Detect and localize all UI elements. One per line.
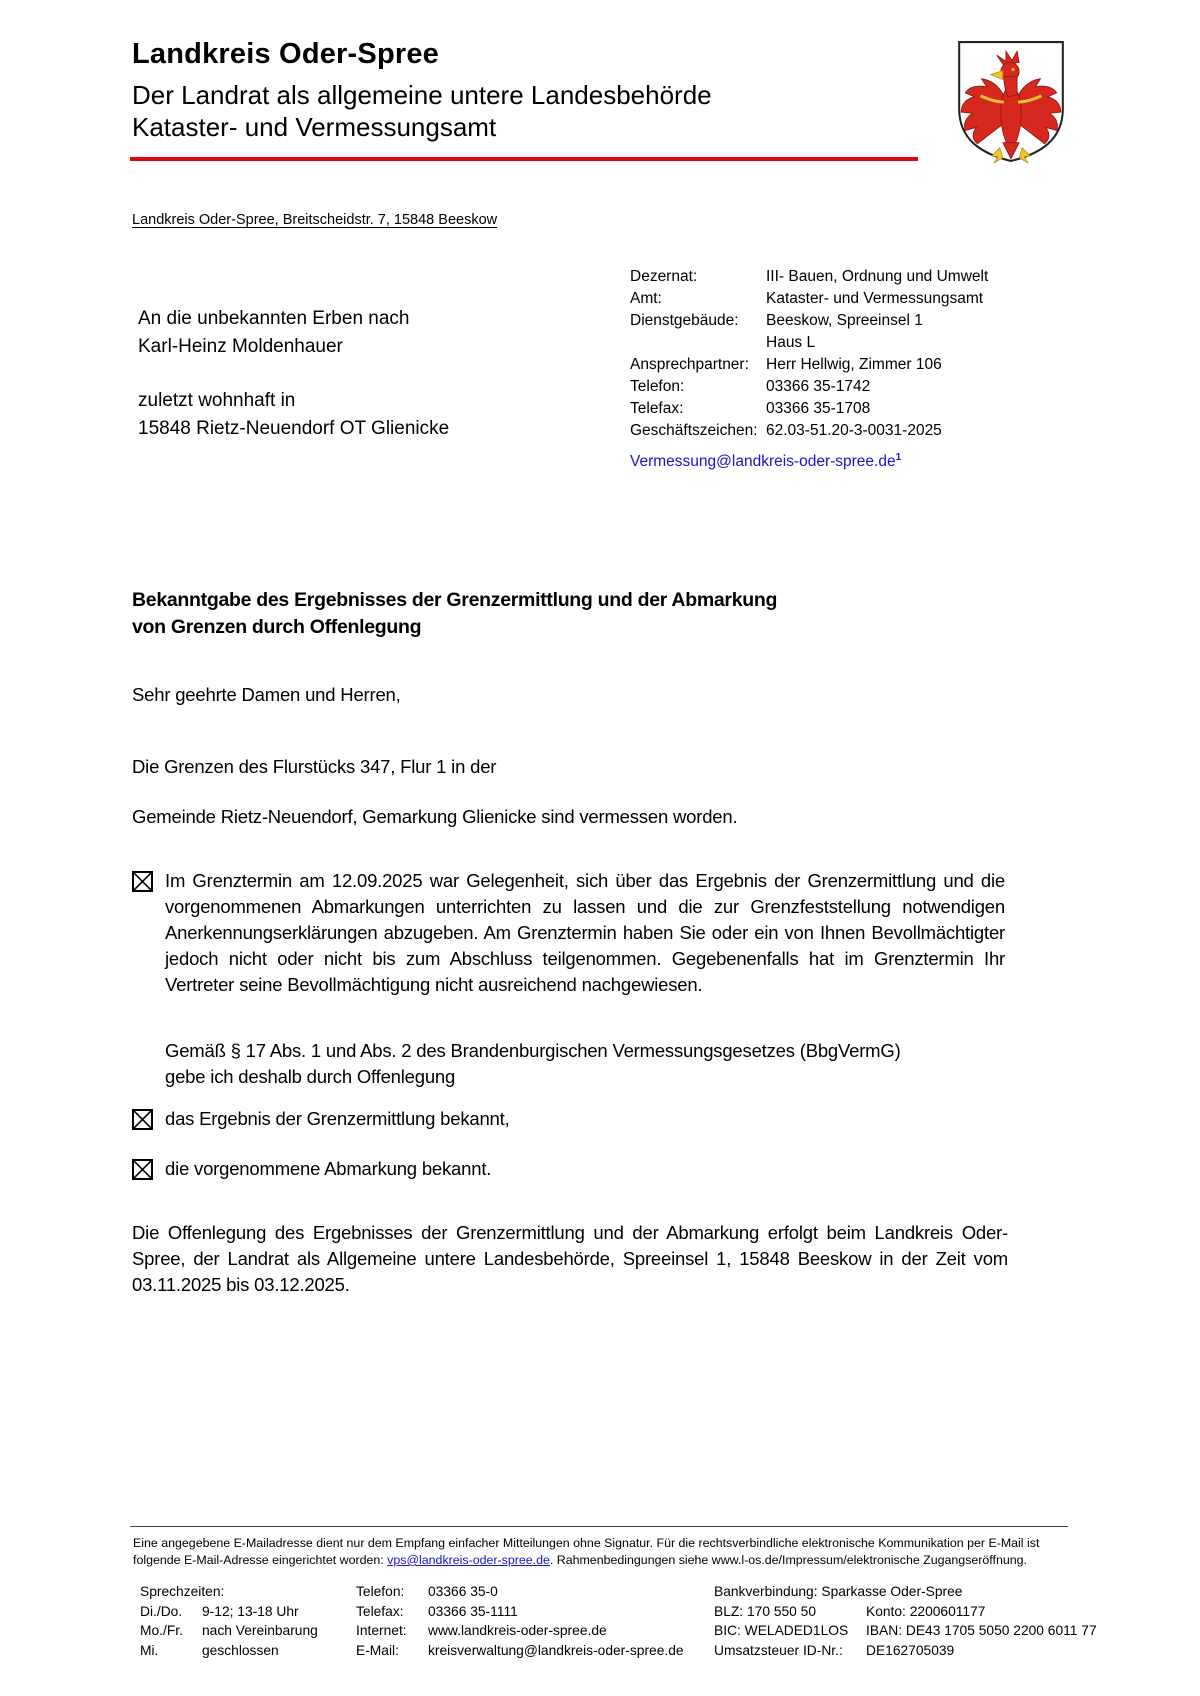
footer-bank-details bbox=[714, 1582, 1097, 1660]
bank-name: Bankverbindung: Sparkasse Oder-Spree bbox=[714, 1584, 963, 1599]
recipient-name: Karl-Heinz Moldenhauer bbox=[138, 336, 343, 357]
contact-label: E-Mail: bbox=[356, 1642, 399, 1658]
office-email-line bbox=[630, 452, 901, 471]
hours-time: nach Vereinbarung bbox=[202, 1623, 318, 1638]
announcement-boundary-result bbox=[132, 1106, 1005, 1132]
footer-contact-email-link[interactable]: kreisverwaltung@landkreis-oder-spree.de bbox=[428, 1642, 684, 1658]
footer-contact bbox=[356, 1582, 684, 1660]
info-label: Dienstgebäude: bbox=[630, 312, 739, 329]
info-label: Geschäftszeichen: bbox=[630, 422, 758, 439]
info-value: Beeskow, Spreeinsel 1 bbox=[766, 312, 923, 329]
hours-day: Mi. bbox=[140, 1642, 159, 1658]
disclaimer-text-after: . Rahmenbedingungen siehe www.l-os.de/Impressum/elektronische Zugangseröffnung. bbox=[549, 1553, 1027, 1567]
info-label: Dezernat: bbox=[630, 268, 698, 285]
agency-subtitle-1: Der Landrat als allgemeine untere Landesbehörde bbox=[132, 80, 712, 110]
header-divider bbox=[130, 157, 918, 161]
subject-line-1: Bekanntgabe des Ergebnisses der Grenzermittlung und der Abmarkung bbox=[132, 589, 778, 611]
notice-text: Im Grenztermin am 12.09.2025 war Gelegenheit, sich über das Ergebnis der Grenzermittlung und die vorgenommenen Abmarkungen unterrichten zu lassen und die zur Grenzfeststellung notwendigen Anerkennungserklärungen abzugeben. Am Grenztermin haben Sie oder ein von Ihnen Bevollmächtigter jedoch nicht oder nicht bis zum Abschluss teilgenommen. Gegebenenfalls hat im Grenztermin Ihr Vertreter seine Bevollmächtigung nicht ausreichend nachgewiesen. bbox=[165, 870, 1005, 995]
info-label: Ansprechpartner: bbox=[630, 356, 749, 373]
contact-label: Internet: bbox=[356, 1623, 407, 1638]
footer-disclaimer bbox=[133, 1535, 1070, 1569]
bank-iban: IBAN: DE43 1705 5050 2200 6011 77 bbox=[866, 1623, 1097, 1638]
agency-subtitle-2: Kataster- und Vermessungsamt bbox=[132, 112, 497, 142]
info-value: III- Bauen, Ordnung und Umwelt bbox=[766, 268, 989, 285]
hours-time: geschlossen bbox=[202, 1642, 279, 1658]
footer-website-link[interactable]: www.landkreis-oder-spree.de bbox=[428, 1623, 607, 1638]
vat-label: Umsatzsteuer ID-Nr.: bbox=[714, 1642, 843, 1658]
bank-blz: BLZ: 170 550 50 bbox=[714, 1603, 817, 1619]
footer-divider bbox=[130, 1526, 1068, 1527]
info-label bbox=[630, 332, 766, 354]
sender-return-address: Landkreis Oder-Spree, Breitscheidstr. 7, 15848 Beeskow bbox=[132, 212, 498, 228]
hours-day: Di./Do. bbox=[140, 1603, 183, 1619]
disclaimer-text-before: Eine angegebene E-Mailadresse dient nur dem Empfang einfacher Mitteilungen ohne Signatur. Für die rechtsverbindliche elektronische Kommunikation per E-Mail ist folgende E-Mail-Adresse eingerichtet worden: bbox=[133, 1536, 1040, 1567]
info-value: 03366 35-1708 bbox=[766, 400, 871, 417]
recipient-line-1: An die unbekannten Erben nach bbox=[138, 308, 410, 329]
info-value: 62.03-51.20-3-0031-2025 bbox=[766, 422, 942, 439]
coat-of-arms-brandenburg-eagle bbox=[954, 38, 1068, 169]
notice-boundary-meeting bbox=[132, 868, 1005, 998]
announcement-demarcation bbox=[132, 1156, 1005, 1182]
paragraph-parcel: Die Grenzen des Flurstücks 347, Flur 1 in der bbox=[132, 756, 497, 777]
recipient-line-3: zuletzt wohnhaft in bbox=[138, 390, 296, 411]
announcement-text: das Ergebnis der Grenzermittlung bekannt, bbox=[165, 1108, 510, 1129]
contact-label: Telefon: bbox=[356, 1584, 405, 1599]
subject-line-2: von Grenzen durch Offenlegung bbox=[132, 616, 422, 638]
closing-paragraph: Die Offenlegung des Ergebnisses der Grenzermittlung und der Abmarkung erfolgt beim Landkreis Oder-Spree, der Landrat als Allgemeine untere Landesbehörde, Spreeinsel 1, 15848 Beeskow in der Zeit vom 03.11.2025 bis 03.12.2025. bbox=[132, 1222, 1008, 1295]
announcement-text: die vorgenommene Abmarkung bekannt. bbox=[165, 1158, 492, 1179]
checked-checkbox-icon[interactable] bbox=[132, 1159, 153, 1180]
info-label: Telefax: bbox=[630, 400, 684, 417]
office-hours-title: Sprechzeiten: bbox=[140, 1584, 225, 1599]
legal-reference-line-1: Gemäß § 17 Abs. 1 und Abs. 2 des Brandenburgischen Vermessungsgesetzes (BbgVermG) bbox=[165, 1040, 901, 1061]
checked-checkbox-icon[interactable] bbox=[132, 1109, 153, 1130]
legal-reference-line-2: gebe ich deshalb durch Offenlegung bbox=[165, 1066, 456, 1087]
footer-email-link[interactable]: vps@landkreis-oder-spree.de bbox=[387, 1553, 550, 1567]
info-label: Amt: bbox=[630, 290, 662, 307]
subject-heading bbox=[132, 587, 777, 641]
recipient-address: 15848 Rietz-Neuendorf OT Glienicke bbox=[138, 418, 450, 439]
office-email-link[interactable]: Vermessung@landkreis-oder-spree.de bbox=[630, 453, 896, 471]
office-info-block bbox=[630, 266, 1030, 442]
info-value: 03366 35-1742 bbox=[766, 378, 871, 395]
info-label: Telefon: bbox=[630, 378, 685, 395]
info-value: Herr Hellwig, Zimmer 106 bbox=[766, 356, 942, 373]
vat-value: DE162705039 bbox=[866, 1642, 955, 1658]
contact-label: Telefax: bbox=[356, 1603, 404, 1619]
contact-value: 03366 35-0 bbox=[428, 1584, 498, 1599]
info-value: Kataster- und Vermessungsamt bbox=[766, 290, 984, 307]
hours-time: 9-12; 13-18 Uhr bbox=[202, 1603, 299, 1619]
contact-value: 03366 35-1111 bbox=[428, 1603, 518, 1619]
checked-checkbox-icon[interactable] bbox=[132, 871, 153, 892]
bank-konto: Konto: 2200601177 bbox=[866, 1603, 986, 1619]
agency-name: Landkreis Oder-Spree bbox=[132, 38, 439, 70]
footer-office-hours bbox=[140, 1582, 318, 1660]
hours-day: Mo./Fr. bbox=[140, 1623, 183, 1638]
info-value: Haus L bbox=[766, 334, 816, 351]
email-footnote-marker: 1 bbox=[895, 452, 902, 463]
paragraph-municipality: Gemeinde Rietz-Neuendorf, Gemarkung Glienicke sind vermessen worden. bbox=[132, 806, 738, 827]
salutation: Sehr geehrte Damen und Herren, bbox=[132, 684, 401, 705]
bank-bic: BIC: WELADED1LOS bbox=[714, 1623, 849, 1638]
